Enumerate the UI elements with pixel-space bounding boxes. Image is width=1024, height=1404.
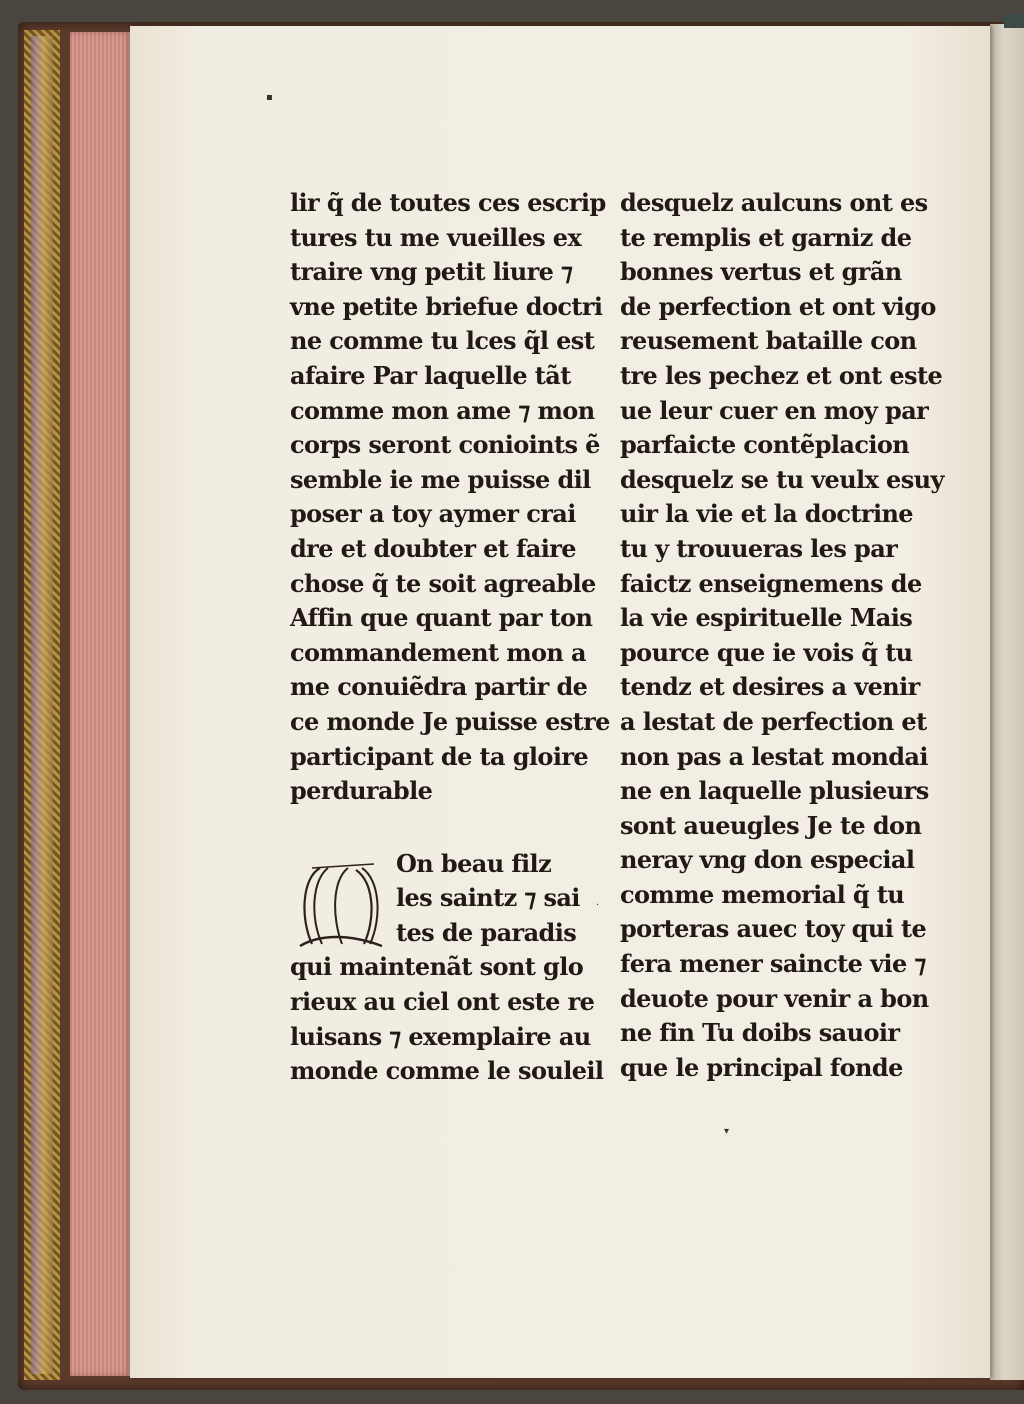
text-line: desquelz se tu veulx esuy xyxy=(620,464,944,494)
text-line: neray vng don especial xyxy=(620,845,915,875)
text-line: rieux au ciel ont este re xyxy=(290,987,595,1017)
text-line: On beau filz xyxy=(396,848,552,878)
text-line: te remplis et garniz de xyxy=(620,222,912,252)
text-line: de perfection et ont vigo xyxy=(620,291,936,321)
text-line: comme mon ame ⁊ mon xyxy=(290,395,595,425)
text-line: commandement mon a xyxy=(290,637,586,667)
text-line: comme memorial q̃ tu xyxy=(620,879,905,909)
text-line: ne fin Tu doibs sauoir xyxy=(620,1018,900,1048)
text-line: non pas a lestat mondai xyxy=(620,741,928,771)
text-line: reusement bataille con xyxy=(620,326,917,356)
facing-page-edge xyxy=(990,24,1024,1380)
text-line: monde comme le souleil xyxy=(290,1056,604,1086)
ink-mark: ▪ xyxy=(266,92,273,103)
text-line: que le principal fonde xyxy=(620,1052,903,1082)
text-line: ne en laquelle plusieurs xyxy=(620,776,929,806)
text-line: ue leur cuer en moy par xyxy=(620,395,929,425)
initial-letter-text: M xyxy=(336,920,338,921)
right-text-column xyxy=(620,186,944,1085)
text-line: dre et doubter et faire xyxy=(290,533,576,563)
text-line: tre les pechez et ont este xyxy=(620,360,943,390)
text-line: vne petite briefue doctri xyxy=(290,291,603,321)
text-line: tu y trouueras les par xyxy=(620,533,898,563)
text-line: les saintz ⁊ sai xyxy=(396,883,580,913)
text-line: deuote pour venir a bon xyxy=(620,983,929,1013)
text-line: poser a toy aymer crai xyxy=(290,499,576,529)
text-line: tendz et desires a venir xyxy=(620,672,920,702)
text-line: fera mener saincte vie ⁊ xyxy=(620,949,926,979)
text-line: semble ie me puisse dil xyxy=(290,464,591,494)
text-line: uir la vie et la doctrine xyxy=(620,499,913,529)
text-line: porteras auec toy qui te xyxy=(620,914,927,944)
text-line: traire vng petit liure ⁊ xyxy=(290,257,573,287)
text-line: a lestat de perfection et xyxy=(620,706,927,736)
text-line: tures tu me vueilles ex xyxy=(290,222,582,252)
paragraph-gap xyxy=(290,809,580,847)
text-line: chose q̃ te soit agreable xyxy=(290,568,596,598)
text-line: luisans ⁊ exemplaire au xyxy=(290,1021,591,1051)
page-block-edge xyxy=(70,32,132,1376)
text-line: parfaicte contẽplacion xyxy=(620,430,910,460)
binding-corner xyxy=(1004,14,1024,28)
marbled-endpaper xyxy=(31,36,53,1374)
text-line: pource que ie vois q̃ tu xyxy=(620,637,913,667)
ink-mark: · xyxy=(596,900,600,911)
text-line: qui maintenãt sont glo xyxy=(290,952,584,982)
text-line: la vie espirituelle Mais xyxy=(620,603,913,633)
text-line: me conuiẽdra partir de xyxy=(290,672,588,702)
ink-mark: ▾ xyxy=(724,1126,730,1137)
text-line: Affin que quant par ton xyxy=(290,603,593,633)
decorated-initial-letter xyxy=(290,858,390,954)
text-line: lir q̃ de toutes ces escrip xyxy=(290,188,606,217)
text-line: perdurable xyxy=(290,776,433,806)
text-line: ne comme tu lces q̃l est xyxy=(290,326,595,356)
text-line: sont aueugles Je te don xyxy=(620,810,922,840)
text-line: participant de ta gloire xyxy=(290,741,589,771)
text-line: bonnes vertus et grãn xyxy=(620,257,902,287)
text-line: desquelz aulcuns ont es xyxy=(620,188,928,217)
text-line: corps seront conioints ẽ xyxy=(290,430,600,460)
text-line: tes de paradis xyxy=(396,917,577,947)
text-line: ce monde Je puisse estre xyxy=(290,706,610,736)
text-line: faictz enseignemens de xyxy=(620,568,922,598)
text-line: afaire Par laquelle tãt xyxy=(290,360,571,390)
